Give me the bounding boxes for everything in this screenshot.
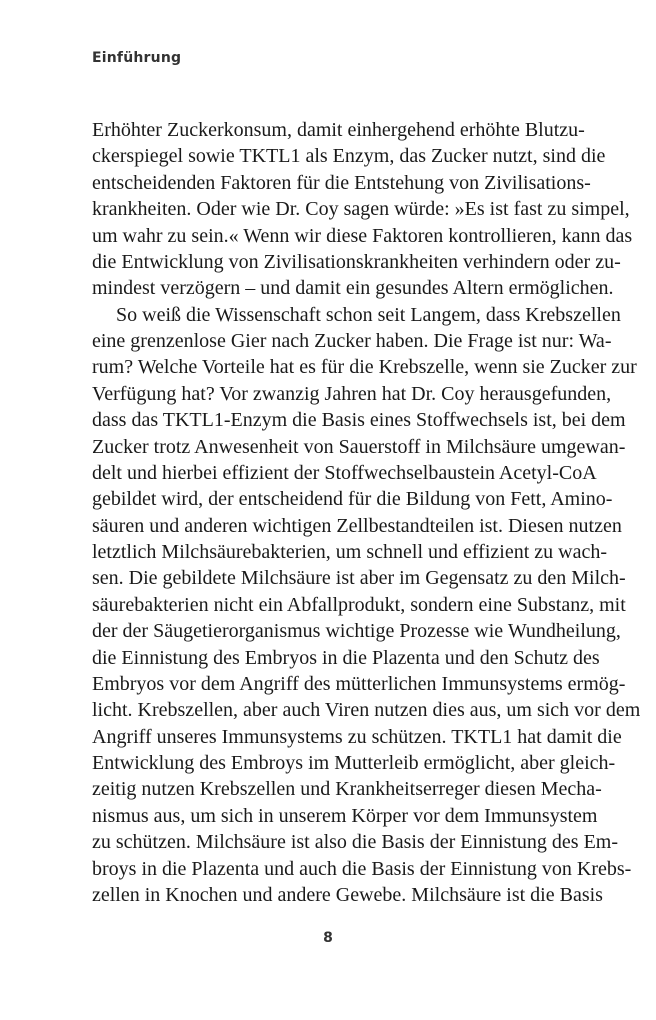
- text-line: So weiß die Wissenschaft schon seit Langem, dass Krebszellen: [116, 303, 621, 326]
- text-line: die Einnistung des Embryos in die Plazenta und den Schutz des: [92, 646, 600, 669]
- text-line: letztlich Milchsäurebakterien, um schnell und effizient zu wach-: [92, 541, 607, 563]
- text-line: entscheidenden Faktoren für die Entstehung von Zivilisations-: [92, 171, 591, 194]
- text-line: zu schützen. Milchsäure ist also die Basis der Einnistung des Em-: [92, 831, 619, 854]
- text-line: säuren und anderen wichtigen Zellbestandteilen ist. Diesen nutzen: [92, 514, 622, 537]
- text-line: dass das TKTL1-Enzym die Basis eines Stoffwechsels ist, bei dem: [92, 409, 626, 432]
- text-line: Entwicklung des Embroys im Mutterleib ermöglicht, aber gleich-: [92, 752, 616, 774]
- text-line: mindest verzögern – und damit ein gesundes Altern ermöglichen.: [92, 277, 614, 300]
- text-line: broys in die Plazenta und auch die Basis der Einnistung von Krebs-: [92, 857, 632, 880]
- text-line: delt und hierbei effizient der Stoffwechselbaustein Acetyl-CoA: [92, 461, 597, 484]
- text-line: nismus aus, um sich in unserem Körper vor dem Immunsystem: [92, 804, 598, 827]
- text-line: Erhöhter Zuckerkonsum, damit einhergehend erhöhte Blutzu-: [92, 119, 585, 141]
- text-line: Verfügung hat? Vor zwanzig Jahren hat Dr. Coy herausgefunden,: [92, 382, 612, 405]
- text-line: Embryos vor dem Angriff des mütterlichen Immunsystems ermög-: [92, 672, 626, 695]
- page-number: 8: [323, 930, 333, 946]
- text-line: rum? Welche Vorteile hat es für die Krebszelle, wenn sie Zucker zur: [92, 356, 637, 379]
- text-line: um wahr zu sein.« Wenn wir diese Faktoren kontrollieren, kann das: [92, 224, 633, 247]
- text-line: die Entwicklung von Zivilisationskrankheiten verhindern oder zu-: [92, 250, 621, 273]
- text-line: gebildet wird, der entscheidend für die Bildung von Fett, Amino-: [92, 488, 613, 511]
- body-text: [92, 117, 641, 908]
- text-line: zellen in Knochen und andere Gewebe. Milchsäure ist die Basis: [92, 883, 603, 906]
- text-line: säurebakterien nicht ein Abfallprodukt, sondern eine Substanz, mit: [92, 593, 626, 616]
- text-line: krankheiten. Oder wie Dr. Coy sagen würde: »Es ist fast zu simpel,: [92, 198, 630, 221]
- text-line: zeitig nutzen Krebszellen und Krankheitserreger diesen Mecha-: [92, 778, 602, 801]
- text-line: licht. Krebszellen, aber auch Viren nutzen dies aus, um sich vor dem: [92, 699, 641, 722]
- paragraph-2: [92, 302, 641, 909]
- paragraph-1: [92, 117, 633, 302]
- text-line: ckerspiegel sowie TKTL1 als Enzym, das Zucker nutzt, sind die: [92, 145, 606, 168]
- text-line: eine grenzenlose Gier nach Zucker haben. Die Frage ist nur: Wa-: [92, 330, 612, 352]
- text-line: der der Säugetierorganismus wichtige Prozesse wie Wundheilung,: [92, 620, 621, 643]
- text-line: sen. Die gebildete Milchsäure ist aber im Gegensatz zu den Milch-: [92, 567, 626, 590]
- running-head: Einführung: [92, 50, 182, 66]
- text-line: Zucker trotz Anwesenheit von Sauerstoff in Milchsäure umgewan-: [92, 435, 626, 458]
- text-line: Angriff unseres Immunsystems zu schützen. TKTL1 hat damit die: [92, 725, 622, 748]
